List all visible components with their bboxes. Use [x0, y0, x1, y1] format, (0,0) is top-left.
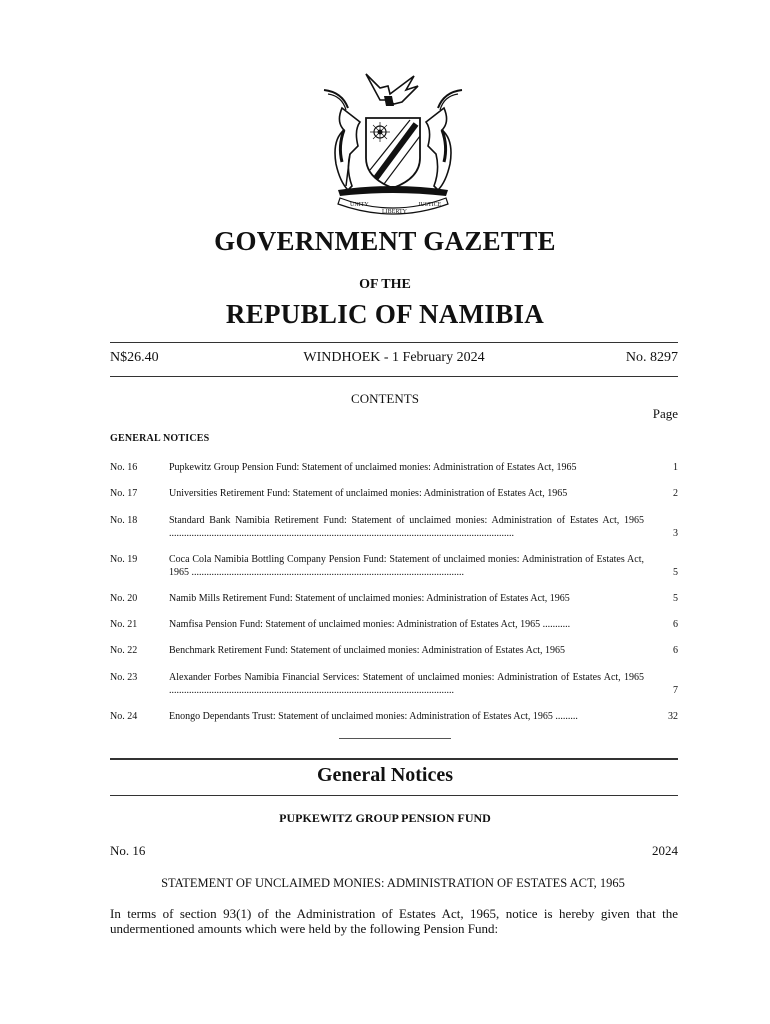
motto-unity: UNITY [350, 202, 369, 208]
toc-entry-title: Pupkewitz Group Pension Fund: Statement of unclaimed monies: Administration of Estates Act, 1965 [169, 462, 577, 473]
toc-entry-page: 6 [673, 645, 678, 656]
motto-liberty: LIBERTY [382, 209, 407, 215]
header-divider-top [110, 342, 678, 343]
general-notices-heading: GENERAL NOTICES [110, 433, 210, 444]
notice-year: 2024 [652, 843, 678, 858]
fund-title: PUPKEWITZ GROUP PENSION FUND [279, 811, 491, 825]
toc-entry-title: Enongo Dependants Trust: Statement of unclaimed monies: Administration of Estates Act, 1965 ......... [169, 711, 578, 722]
section-divider-bottom [110, 795, 678, 796]
toc-entry-number: No. 20 [110, 593, 138, 604]
toc-entry-number: No. 18 [110, 515, 138, 526]
notice-number: No. 16 [110, 843, 146, 858]
statement-heading: STATEMENT OF UNCLAIMED MONIES: ADMINISTRATION OF ESTATES ACT, 1965 [161, 876, 625, 890]
section-divider-top [110, 758, 678, 760]
issue-meta-row [110, 350, 678, 366]
page-column-label: Page [652, 406, 678, 421]
place-date-label: WINDHOEK - 1 February 2024 [303, 350, 485, 365]
toc-entry-title: Namib Mills Retirement Fund: Statement of unclaimed monies: Administration of Estates Act, 1965 [169, 593, 570, 604]
toc-entry-title: Benchmark Retirement Fund: Statement of unclaimed monies: Administration of Estates Act, 1965 [169, 645, 566, 656]
toc-entry-number: No. 17 [110, 488, 138, 499]
header-divider-bottom [110, 376, 678, 377]
toc-entry-title: Alexander Forbes Namibia Financial Services: Statement of unclaimed monies: Administration of Estates Act, 1965 .................................................................................................................. [169, 672, 644, 696]
coat-of-arms-emblem [318, 66, 468, 216]
price-label: N$26.40 [110, 350, 159, 365]
toc-entry-page: 3 [673, 528, 678, 539]
toc-entry-page: 7 [673, 685, 678, 696]
contents-title: CONTENTS [351, 391, 419, 406]
gazette-title: GOVERNMENT GAZETTE [214, 226, 556, 256]
toc-entry-page: 5 [673, 567, 678, 578]
motto-justice: JUSTICE [418, 202, 442, 208]
toc-entry-number: No. 21 [110, 619, 138, 630]
toc-entry-number: No. 23 [110, 672, 138, 683]
republic-title: REPUBLIC OF NAMIBIA [225, 299, 545, 329]
toc-entry-title: Universities Retirement Fund: Statement of unclaimed monies: Administration of Estates Act, 1965 [169, 488, 568, 499]
toc-entry-number: No. 22 [110, 645, 138, 656]
toc-entry-page: 1 [673, 462, 678, 473]
toc-entry-number: No. 19 [110, 554, 138, 565]
issue-number-label: No. 8297 [625, 350, 678, 365]
toc-entry-number: No. 24 [110, 711, 138, 722]
notice-body-paragraph: In terms of section 93(1) of the Administration of Estates Act, 1965, notice is hereby given that the undermentioned amounts which were held by the following Pension Fund: [110, 906, 678, 936]
toc-entry-page: 6 [673, 619, 678, 630]
toc-entry-number: No. 16 [110, 462, 138, 473]
general-notices-title: General Notices [316, 764, 454, 786]
toc-entry-title: Standard Bank Namibia Retirement Fund: Statement of unclaimed monies: Administration of Estates Act, 1965 .......................................................................................................................................... [169, 515, 644, 539]
toc-entry-title: Coca Cola Namibia Bottling Company Pension Fund: Statement of unclaimed monies: Administration of Estates Act, 1965 ............................................................................................................. [169, 554, 644, 578]
toc-entry-page: 5 [673, 593, 678, 604]
contents-end-divider [339, 738, 451, 739]
toc-entry-page: 2 [673, 488, 678, 499]
of-the-label: OF THE [359, 277, 411, 292]
toc-entry-title: Namfisa Pension Fund: Statement of unclaimed monies: Administration of Estates Act, 1965 ........... [169, 619, 571, 630]
toc-entry-page: 32 [668, 711, 678, 722]
